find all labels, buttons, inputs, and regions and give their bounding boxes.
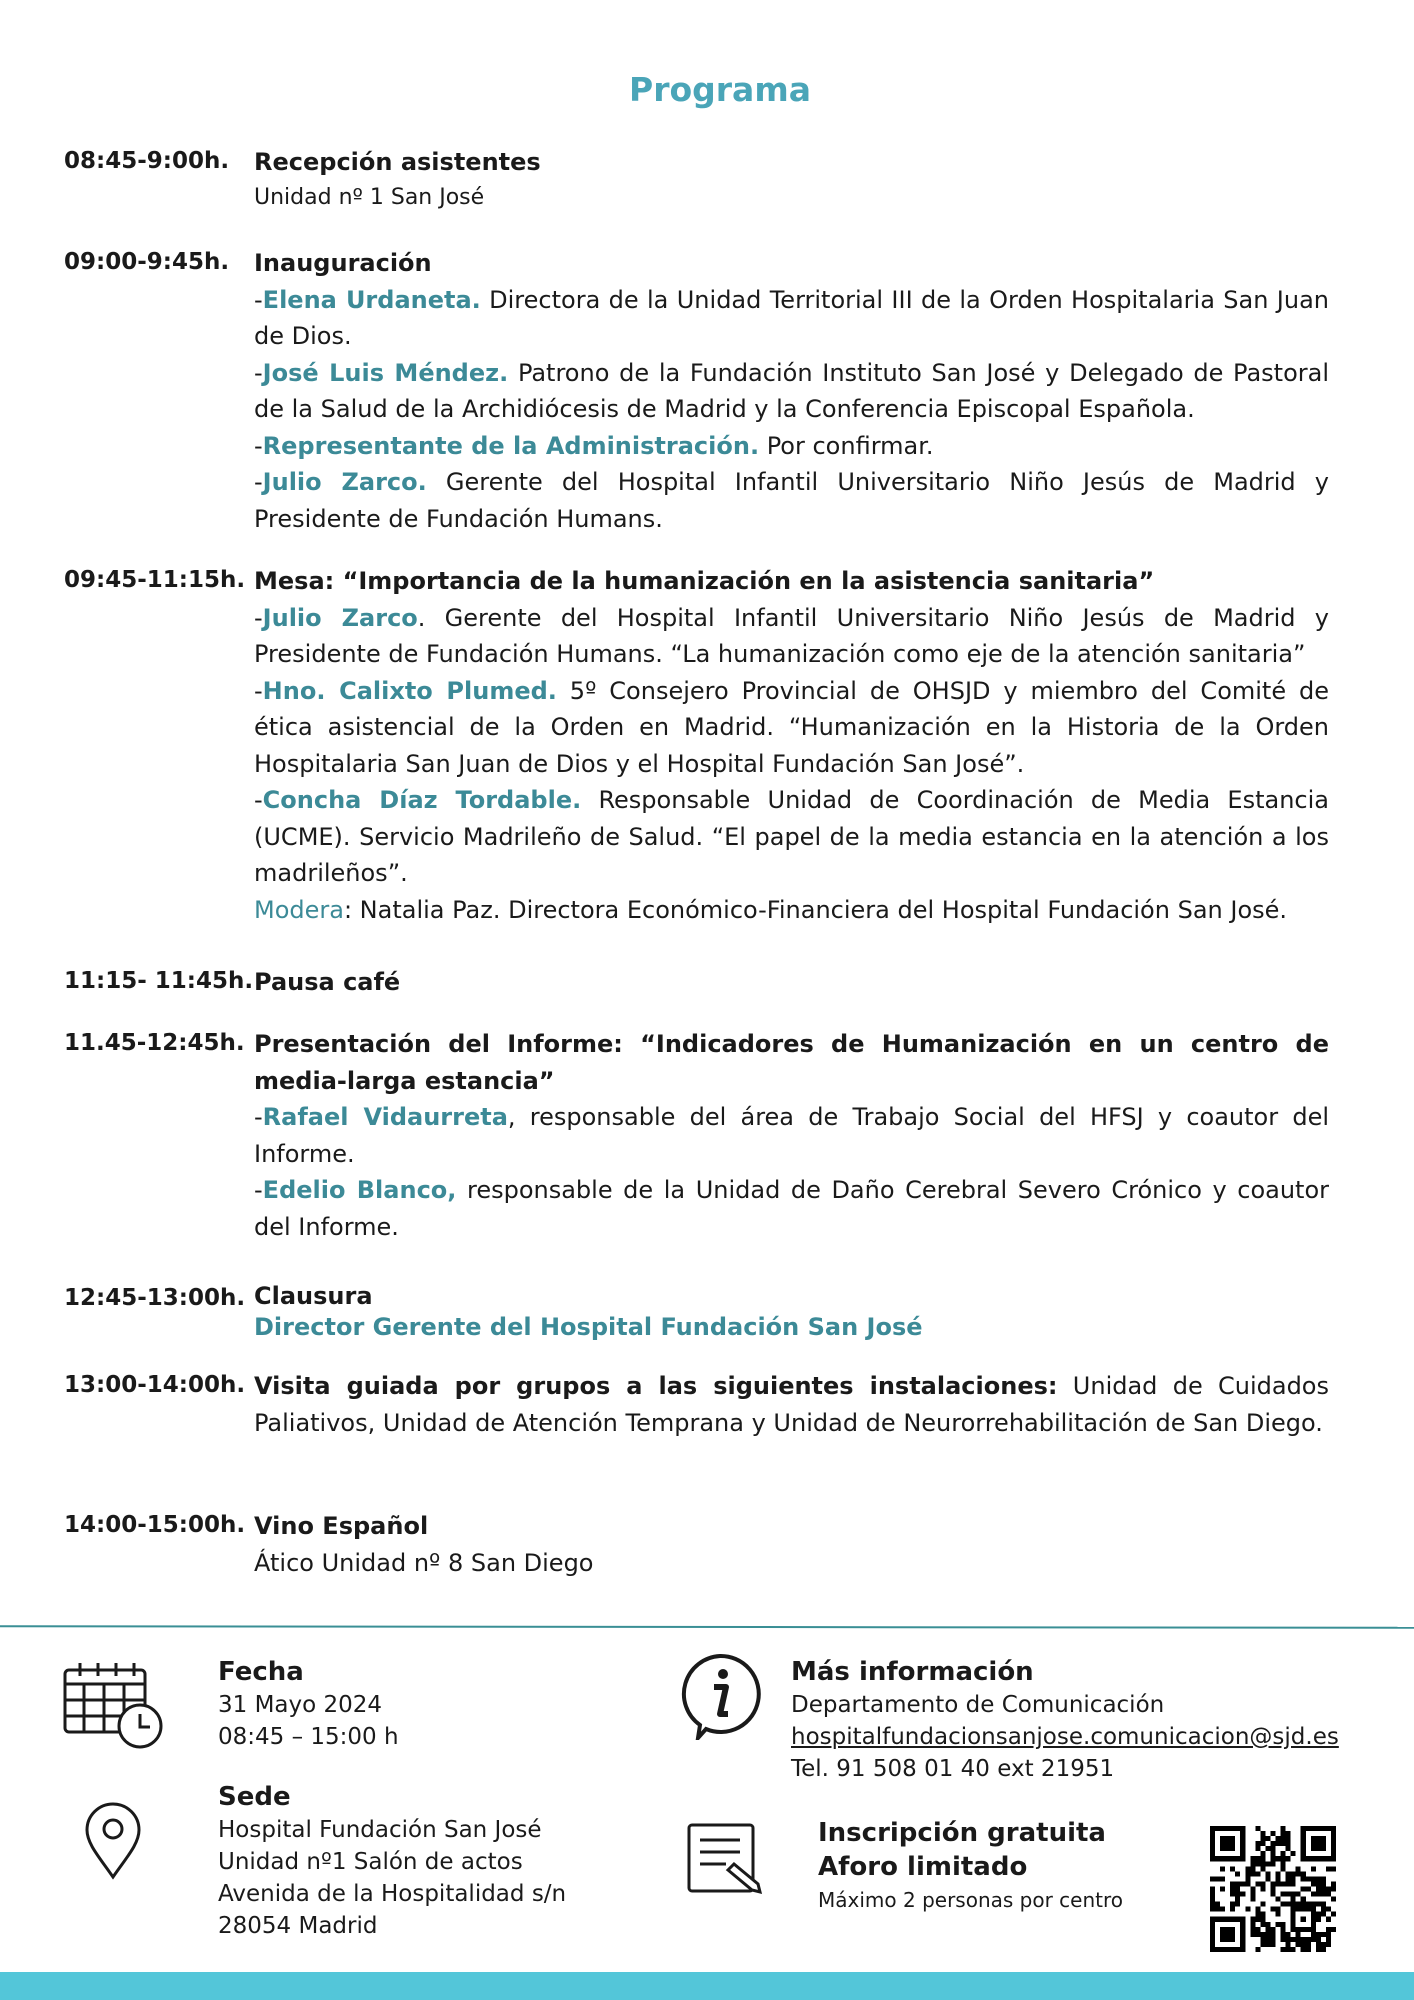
speaker-role: . Gerente del Hospital Infantil Universitario Niño Jesús de Madrid y Presidente de Fundación Humans. “La humanización como eje de la atención sanitaria” — [254, 603, 1329, 668]
speaker-name: Julio Zarco. — [262, 468, 427, 496]
speaker-line: -Representante de la Administración. Por confirmar. — [254, 431, 934, 460]
venue-line: 28054 Madrid — [218, 1913, 378, 1939]
speaker-name: Representante de la Administración. — [262, 431, 760, 460]
entry-time: 11:15- 11:45h. — [64, 968, 254, 994]
entry-time: 14:00-15:00h. — [64, 1512, 246, 1538]
entry-time: 09:45-11:15h. — [64, 567, 246, 593]
entry-time: 13:00-14:00h. — [64, 1372, 246, 1398]
registration-limit: Máximo 2 personas por centro — [818, 1888, 1123, 1912]
entry-body — [254, 144, 1329, 215]
entry-body — [254, 1281, 1329, 1343]
entry-time: 09:00-9:45h. — [64, 249, 230, 275]
speaker-line: -Edelio Blanco, responsable de la Unidad de Daño Cerebral Severo Crónico y coautor del Informe. — [254, 1176, 1330, 1241]
registration-capacity: Aforo limitado — [818, 1852, 1028, 1882]
contact-email-link[interactable]: hospitalfundacionsanjose.comunicacion@sjd.es — [791, 1724, 1339, 1750]
registration-block — [818, 1816, 1123, 1916]
contact-phone: Tel. 91 508 01 40 ext 21951 — [791, 1756, 1115, 1782]
speaker-role: Patrono de la Fundación Instituto San José y Delegado de Pastoral de la Salud de la Archidiócesis de Madrid y la Conferencia Episcopal Española. — [254, 358, 1330, 423]
speaker-name: José Luis Méndez. — [262, 358, 509, 387]
info-heading: Más información — [791, 1657, 1034, 1687]
speaker-role: Directora de la Unidad Territorial III de la Orden Hospitalaria San Juan de Dios. — [254, 285, 1329, 350]
footer-bar — [0, 1972, 1414, 2000]
entry-time: 08:45-9:00h. — [64, 148, 230, 174]
entry-body — [254, 964, 1329, 1001]
speaker-role: Gerente del Hospital Infantil Universitario Niño Jesús de Madrid y Presidente de Fundación Humans. — [254, 468, 1330, 533]
entry-heading: Presentación del Informe: “Indicadores de Humanización en un centro de media-larga estancia” — [254, 1030, 1329, 1095]
entry-heading: Vino Español — [254, 1512, 429, 1540]
visit-text — [254, 1368, 1329, 1441]
entry-body — [254, 1026, 1329, 1245]
entry-body — [254, 1368, 1329, 1441]
registration-free: Inscripción gratuita — [818, 1818, 1106, 1848]
date-heading: Fecha — [218, 1657, 304, 1687]
time-range: 08:45 – 15:00 h — [218, 1724, 399, 1750]
info-department: Departamento de Comunicación — [791, 1692, 1165, 1718]
info-block — [791, 1655, 1339, 1785]
speaker-line: -Hno. Calixto Plumed. 5º Consejero Provincial de OHSJD y miembro del Comité de ética asistencial de la Orden en Madrid. “Humanización en la Historia de la Orden Hospitalaria San Juan de Dios y el Hospital Fundación San José”. — [254, 676, 1329, 778]
entry-body — [254, 563, 1329, 928]
speaker-role: responsable de la Unidad de Daño Cerebral Severo Crónico y coautor del Informe. — [254, 1176, 1330, 1241]
entry-location: Unidad nº 1 San José — [254, 184, 485, 210]
moderator-text: : Natalia Paz. Directora Económico-Financiera del Hospital Fundación San José. — [343, 895, 1288, 924]
venue-line: Unidad nº1 Salón de actos — [218, 1849, 523, 1875]
entry-time: 11.45-12:45h. — [64, 1030, 245, 1056]
location-pin-icon — [84, 1802, 142, 1884]
speaker-name: Edelio Blanco, — [262, 1176, 457, 1204]
entry-heading: Pausa café — [254, 968, 401, 996]
date-value: 31 Mayo 2024 — [218, 1692, 383, 1718]
speaker-role: Responsable Unidad de Coordinación de Media Estancia (UCME). Servicio Madrileño de Salud. “El papel de la media estancia en la atención a los madrileños”. — [254, 786, 1329, 887]
speaker-line: -Rafael Vidaurreta, responsable del área de Trabajo Social del HFSJ y coautor del Informe. — [254, 1103, 1329, 1168]
entry-heading: Clausura — [254, 1282, 373, 1310]
speaker-name: Elena Urdaneta. — [262, 285, 481, 314]
speaker-role: , responsable del área de Trabajo Social del HFSJ y coautor del Informe. — [254, 1103, 1329, 1168]
venue-line: Avenida de la Hospitalidad s/n — [218, 1881, 567, 1907]
entry-heading: Visita guiada por grupos a las siguientes instalaciones: — [254, 1372, 1058, 1400]
entry-time: 12:45-13:00h. — [64, 1285, 246, 1311]
closing-speaker: Director Gerente del Hospital Fundación San José — [254, 1313, 923, 1341]
speaker-role: 5º Consejero Provincial de OHSJD y miembro del Comité de ética asistencial de la Orden en Madrid. “Humanización en la Historia de la Orden Hospitalaria San Juan de Dios y el Hospital Fundación San José”. — [254, 676, 1329, 778]
venue-block — [218, 1780, 566, 1942]
footer-divider — [0, 1625, 1414, 1628]
speaker-role: Por confirmar. — [759, 431, 934, 460]
form-pencil-icon — [686, 1822, 766, 1902]
venue-heading: Sede — [218, 1782, 291, 1812]
entry-heading: Inauguración — [254, 249, 432, 277]
venue-line: Hospital Fundación San José — [218, 1817, 542, 1843]
speaker-line: -Concha Díaz Tordable. Responsable Unidad de Coordinación de Media Estancia (UCME). Servicio Madrileño de Salud. “El papel de la media estancia en la atención a los madrileños”. — [254, 786, 1329, 887]
entry-heading: Mesa: “Importancia de la humanización en la asistencia sanitaria” — [254, 567, 1155, 595]
entry-body — [254, 245, 1329, 537]
visit-places: Unidad de Cuidados Paliativos, Unidad de Atención Temprana y Unidad de Neurorrehabilitación de San Diego. — [254, 1372, 1329, 1437]
speaker-name: Hno. Calixto Plumed. — [262, 676, 557, 705]
speaker-line: -Elena Urdaneta. Directora de la Unidad Territorial III de la Orden Hospitalaria San Juan de Dios. — [254, 285, 1329, 350]
qr-code[interactable] — [1210, 1826, 1336, 1956]
info-bubble-icon — [678, 1652, 762, 1744]
speaker-line: -Julio Zarco. Gerente del Hospital Infantil Universitario Niño Jesús de Madrid y Presidente de Fundación Humans. — [254, 468, 1330, 533]
entry-location: Ático Unidad nº 8 San Diego — [254, 1548, 594, 1577]
moderator-line — [254, 892, 1329, 929]
calendar-clock-icon — [62, 1660, 164, 1756]
date-block — [218, 1655, 399, 1753]
speaker-name: Julio Zarco — [262, 603, 418, 632]
page-title: Programa — [629, 70, 811, 109]
speaker-line: -Julio Zarco. Gerente del Hospital Infantil Universitario Niño Jesús de Madrid y Presidente de Fundación Humans. “La humanización como eje de la atención sanitaria” — [254, 603, 1329, 668]
speaker-line: -José Luis Méndez. Patrono de la Fundación Instituto San José y Delegado de Pastoral de la Salud de la Archidiócesis de Madrid y la Conferencia Episcopal Española. — [254, 358, 1330, 423]
moderator-label: Modera — [254, 895, 344, 924]
entry-body — [254, 1508, 1329, 1581]
entry-heading: Recepción asistentes — [254, 148, 541, 176]
speaker-name: Rafael Vidaurreta — [262, 1103, 508, 1131]
speaker-name: Concha Díaz Tordable. — [262, 786, 582, 814]
